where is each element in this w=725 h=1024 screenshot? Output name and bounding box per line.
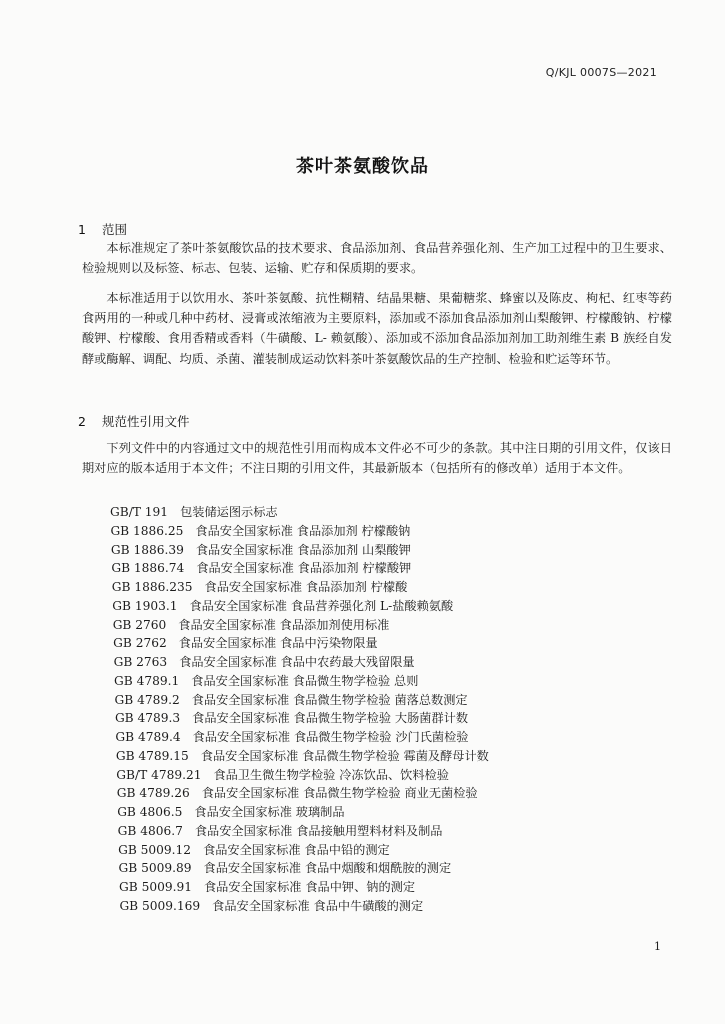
reference-item bbox=[112, 598, 453, 614]
reference-code: GB 5009.12 bbox=[118, 842, 192, 857]
reference-title: 食品安全国家标准 食品中农药最大残留限量 bbox=[179, 655, 415, 669]
reference-item bbox=[114, 673, 418, 689]
reference-code: GB 5009.91 bbox=[119, 880, 192, 894]
reference-code: GB 2762 bbox=[113, 636, 167, 651]
reference-code: GB 4789.26 bbox=[116, 786, 190, 801]
reference-item bbox=[115, 692, 468, 708]
reference-title: 食品安全国家标准 食品中牛磺酸的测定 bbox=[212, 898, 424, 913]
reference-title: 食品安全国家标准 玻璃制品 bbox=[194, 805, 345, 819]
reference-item bbox=[116, 767, 449, 783]
reference-title: 包装储运图示标志 bbox=[180, 505, 278, 519]
reference-title: 食品安全国家标准 食品微生物学检验 商业无菌检验 bbox=[201, 786, 478, 801]
reference-item bbox=[119, 879, 415, 895]
reference-item bbox=[119, 898, 423, 914]
section-2-intro: 下列文件中的内容通过文中的规范性引用而构成本文件必不可少的条款。其中注日期的引用文件，仅该日期对应的版本适用于本文件；不注日期的引用文件，其最新版本（包括所有的修改单）适用于本文件。 bbox=[82, 441, 672, 476]
reference-item bbox=[113, 617, 390, 633]
reference-code: GB 4789.4 bbox=[115, 730, 181, 744]
reference-title: 食品安全国家标准 食品添加剂使用标准 bbox=[178, 617, 390, 632]
section-2-number: 2 bbox=[78, 414, 86, 429]
reference-code: GB 1886.39 bbox=[110, 542, 184, 557]
section-1-paragraph-1: 本标准规定了茶叶茶氨酸饮品的技术要求、食品添加剂、食品营养强化剂、生产加工过程中的卫生要求、检验规则以及标签、标志、包装、运输、贮存和保质期的要求。 bbox=[82, 241, 672, 276]
reference-code: GB 1886.25 bbox=[110, 523, 184, 538]
reference-item bbox=[115, 729, 468, 745]
reference-item bbox=[111, 560, 411, 576]
reference-title: 食品安全国家标准 食品中污染物限量 bbox=[178, 636, 378, 651]
reference-code: GB 4806.5 bbox=[117, 805, 183, 819]
section-1-number: 1 bbox=[78, 222, 86, 237]
section-1-paragraph-2: 本标准适用于以饮用水、茶叶茶氨酸、抗性糊精、结晶果糖、果葡糖浆、蜂蜜以及陈皮、枸杞、红枣等药食两用的一种或几种中药材、浸膏或浓缩液为主要原料，添加或不添加食品添加剂山梨酸钾、柠檬酸钠、柠檬酸钾、柠檬酸、食用香精或香料（牛磺酸、L- 赖氨酸）、添加或不添加食品添加剂加工助剂维生素 B 族经自发酵或酶解、调配、均质、杀菌、灌装制成运动饮料茶叶茶氨酸饮品的生产控制、检验和贮运等环节。 bbox=[82, 291, 672, 366]
reference-title: 食品安全国家标准 食品添加剂 柠檬酸钠 bbox=[195, 523, 411, 538]
standard-code: Q/KJL 0007S—2021 bbox=[545, 66, 657, 79]
reference-code: GB 5009.89 bbox=[118, 861, 192, 876]
reference-item bbox=[114, 654, 415, 670]
document-title: 茶叶茶氨酸饮品 bbox=[296, 156, 429, 177]
reference-code: GB 1903.1 bbox=[112, 598, 178, 613]
section-1-heading bbox=[78, 220, 127, 238]
reference-item bbox=[117, 804, 344, 820]
reference-code: GB 4789.3 bbox=[114, 711, 181, 726]
reference-item bbox=[117, 785, 478, 801]
reference-item bbox=[115, 710, 468, 726]
reference-title: 食品安全国家标准 食品接触用塑料材料及制品 bbox=[194, 823, 443, 838]
reference-item bbox=[112, 579, 407, 595]
reference-code: GB 4806.7 bbox=[117, 823, 183, 838]
reference-code: GB 4789.1 bbox=[114, 673, 180, 688]
reference-title: 食品安全国家标准 食品中烟酸和烟酰胺的测定 bbox=[203, 861, 452, 876]
reference-code: GB 2760 bbox=[112, 617, 167, 632]
reference-code: GB/T 191 bbox=[110, 505, 169, 519]
reference-title: 食品安全国家标准 食品微生物学检验 沙门氏菌检验 bbox=[192, 730, 469, 744]
reference-item bbox=[118, 842, 390, 858]
reference-code: GB 1886.235 bbox=[111, 580, 193, 594]
reference-title: 食品安全国家标准 食品微生物学检验 菌落总数测定 bbox=[191, 692, 468, 707]
reference-title: 食品卫生微生物学检验 冷冻饮品、饮料检验 bbox=[213, 767, 449, 782]
reference-item bbox=[116, 748, 489, 764]
reference-item bbox=[111, 542, 411, 558]
reference-title: 食品安全国家标准 食品微生物学检验 霉菌及酵母计数 bbox=[200, 748, 489, 763]
reference-item bbox=[110, 523, 410, 539]
reference-title: 食品安全国家标准 食品中钾、钠的测定 bbox=[203, 880, 416, 894]
reference-code: GB 5009.169 bbox=[119, 898, 201, 913]
section-2-heading bbox=[78, 412, 190, 430]
reference-title: 食品安全国家标准 食品微生物学检验 大肠菌群计数 bbox=[192, 711, 469, 726]
reference-title: 食品安全国家标准 食品中铅的测定 bbox=[203, 842, 390, 857]
reference-title: 食品安全国家标准 食品添加剂 山梨酸钾 bbox=[195, 542, 411, 557]
reference-item bbox=[119, 860, 452, 876]
reference-code: GB 2763 bbox=[113, 655, 168, 669]
reference-item bbox=[113, 635, 377, 651]
reference-title: 食品安全国家标准 食品微生物学检验 总则 bbox=[191, 673, 419, 688]
section-2-title: 规范性引用文件 bbox=[102, 414, 190, 429]
page-number: 1 bbox=[654, 940, 661, 953]
reference-code: GB 1886.74 bbox=[111, 561, 185, 576]
reference-code: GB 4789.2 bbox=[114, 692, 180, 707]
reference-item bbox=[118, 823, 443, 839]
reference-title: 食品安全国家标准 食品添加剂 柠檬酸 bbox=[204, 580, 408, 594]
reference-title: 食品安全国家标准 食品添加剂 柠檬酸钾 bbox=[196, 561, 412, 576]
reference-code: GB/T 4789.21 bbox=[116, 767, 202, 782]
reference-code: GB 4789.15 bbox=[115, 748, 189, 763]
section-1-title: 范围 bbox=[102, 222, 128, 237]
reference-item bbox=[110, 504, 278, 520]
reference-title: 食品安全国家标准 食品营养强化剂 L-盐酸赖氨酸 bbox=[189, 598, 454, 613]
